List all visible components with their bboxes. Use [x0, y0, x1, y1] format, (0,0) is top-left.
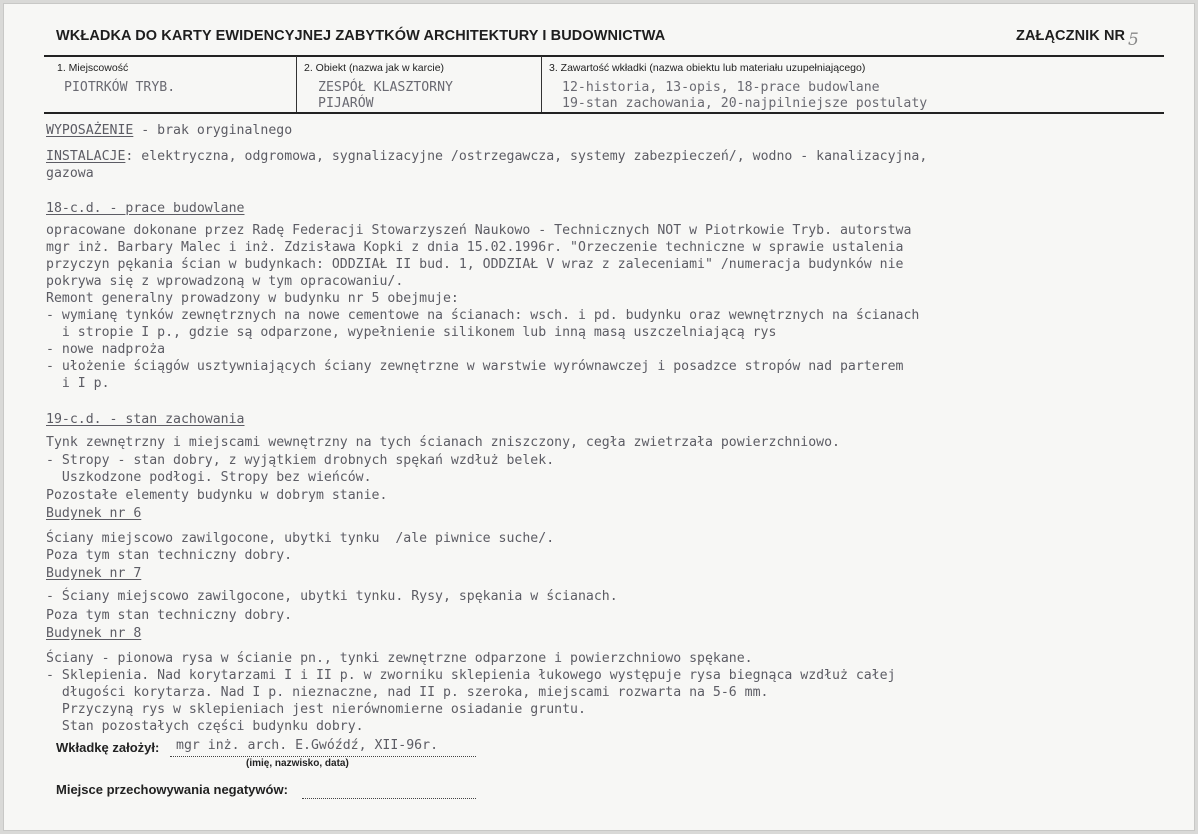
text-line: Remont generalny prowadzony w budynku nr 5 obejmuje:: [46, 291, 459, 306]
text-line: Poza tym stan techniczny dobry.: [46, 608, 293, 623]
building-8-heading: Budynek nr 8: [46, 626, 142, 641]
installations-line: [46, 148, 927, 165]
field-2-label: 2. Obiekt (nazwa jak w karcie): [304, 62, 445, 74]
fields-rule: [44, 112, 1164, 114]
text-line: Stan pozostałych części budynku dobry.: [46, 719, 364, 734]
negatives-dotted-line: [302, 798, 476, 799]
field-1-value: PIOTRKÓW TRYB.: [64, 80, 176, 95]
header-rule: [44, 55, 1164, 57]
field-divider: [541, 56, 542, 112]
field-3-value-line-2: 19-stan zachowania, 20-najpilniejsze postulaty: [562, 96, 928, 111]
building-7-heading: Budynek nr 7: [46, 566, 142, 581]
text-line: Poza tym stan techniczny dobry.: [46, 548, 293, 563]
text-line: Pozostałe elementy budynku w dobrym stanie.: [46, 488, 388, 503]
installations-text: : elektryczna, odgromowa, sygnalizacyjne /ostrzegawcza, systemy zabezpieczeń/, wodno - kanalizacyjna,: [125, 149, 928, 164]
text-line: opracowane dokonane przez Radę Federacji Stowarzyszeń Naukowo - Technicznych NOT w Piotrkowie Tryb. autorstwa: [46, 223, 912, 238]
text-line: przyczyn pękania ścian w budynkach: ODDZIAŁ II bud. 1, ODDZIAŁ V wraz z zaleceniami" /numeracja budynków nie: [46, 257, 904, 272]
text-line: Tynk zewnętrzny i miejscami wewnętrzny na tych ścianach zniszczony, cegła zwietrzała powierzchniowo.: [46, 435, 840, 450]
field-1-label: 1. Miejscowość: [57, 62, 129, 74]
text-line: - ułożenie ściągów usztywniających ściany zewnętrzne w warstwie wyrównawczej i posadzce stropów nad parterem: [46, 359, 904, 374]
text-line: Uszkodzone podłogi. Stropy bez wieńców.: [46, 470, 372, 485]
equipment-heading: WYPOSAŻENIE: [46, 123, 134, 138]
installations-heading: INSTALACJE: [46, 149, 126, 164]
text-line: mgr inż. Barbary Malec i inż. Zdzisława Kopki z dnia 15.02.1996r. "Orzeczenie techniczne w sprawie ustalenia: [46, 240, 904, 255]
text-line: Ściany miejscowo zawilgocone, ubytki tynku /ale piwnice suche/.: [46, 531, 555, 546]
text-line: - wymianę tynków zewnętrznych na nowe cementowe na ścianach: wsch. i pd. budynku oraz wewnętrznych na ścianach: [46, 308, 920, 323]
text-line: Ściany - pionowa rysa w ścianie pn., tynki zewnętrzne odparzone i powierzchniowo spękane.: [46, 651, 753, 666]
annex-label: ZAŁĄCZNIK NR: [1016, 28, 1126, 44]
text-line: pokrywa się z wprowadzoną w tym opracowaniu/.: [46, 274, 404, 289]
field-divider: [296, 56, 297, 112]
text-line: długości korytarza. Nad I p. nieznaczne, nad II p. szeroka, miejscami rozwarta na 5-6 mm.: [46, 685, 769, 700]
text-line: - nowe nadproża: [46, 342, 166, 357]
field-3-value-line-1: 12-historia, 13-opis, 18-prace budowlane: [562, 80, 880, 95]
negatives-label: Miejsce przechowywania negatywów:: [56, 782, 288, 797]
text-line: - Ściany miejscowo zawilgocone, ubytki tynku. Rysy, spękania w ścianach.: [46, 589, 618, 604]
author-value: mgr inż. arch. E.Gwóźdź, XII-96r.: [176, 738, 439, 753]
equipment-text: - brak oryginalnego: [133, 123, 293, 138]
field-2-value-line-2: PIJARÓW: [318, 96, 374, 111]
text-line: i I p.: [46, 376, 110, 391]
author-label: Wkładkę założył:: [56, 740, 160, 755]
annex-number: 5: [1128, 30, 1139, 50]
text-line: - Stropy - stan dobry, z wyjątkiem drobnych spękań wzdłuż belek.: [46, 453, 555, 468]
author-dotted-line: [170, 756, 476, 757]
author-caption: (imię, nazwisko, data): [246, 758, 349, 769]
text-line: Przyczyną rys w sklepieniach jest nierównomierne osiadanie gruntu.: [46, 702, 586, 717]
form-title: WKŁADKA DO KARTY EWIDENCYJNEJ ZABYTKÓW ARCHITEKTURY I BUDOWNICTWA: [56, 28, 666, 44]
section-18-heading: 18-c.d. - prace budowlane: [46, 201, 245, 216]
field-2-value-line-1: ZESPÓŁ KLASZTORNY: [318, 80, 453, 95]
text-line: i stropie I p., gdzie są odparzone, wypełnienie silikonem lub inną masą uszczelniającą rys: [46, 325, 777, 340]
section-19-heading: 19-c.d. - stan zachowania: [46, 412, 245, 427]
field-3-label: 3. Zawartość wkładki (nazwa obiektu lub materiału uzupełniającego): [549, 62, 866, 74]
text-line: - Sklepienia. Nad korytarzami I i II p. w zworniku sklepienia łukowego występuje rysa biegnąca wzdłuż całej: [46, 668, 896, 683]
building-6-heading: Budynek nr 6: [46, 506, 142, 521]
equipment-line: [46, 122, 292, 139]
text-line: gazowa: [46, 166, 94, 181]
